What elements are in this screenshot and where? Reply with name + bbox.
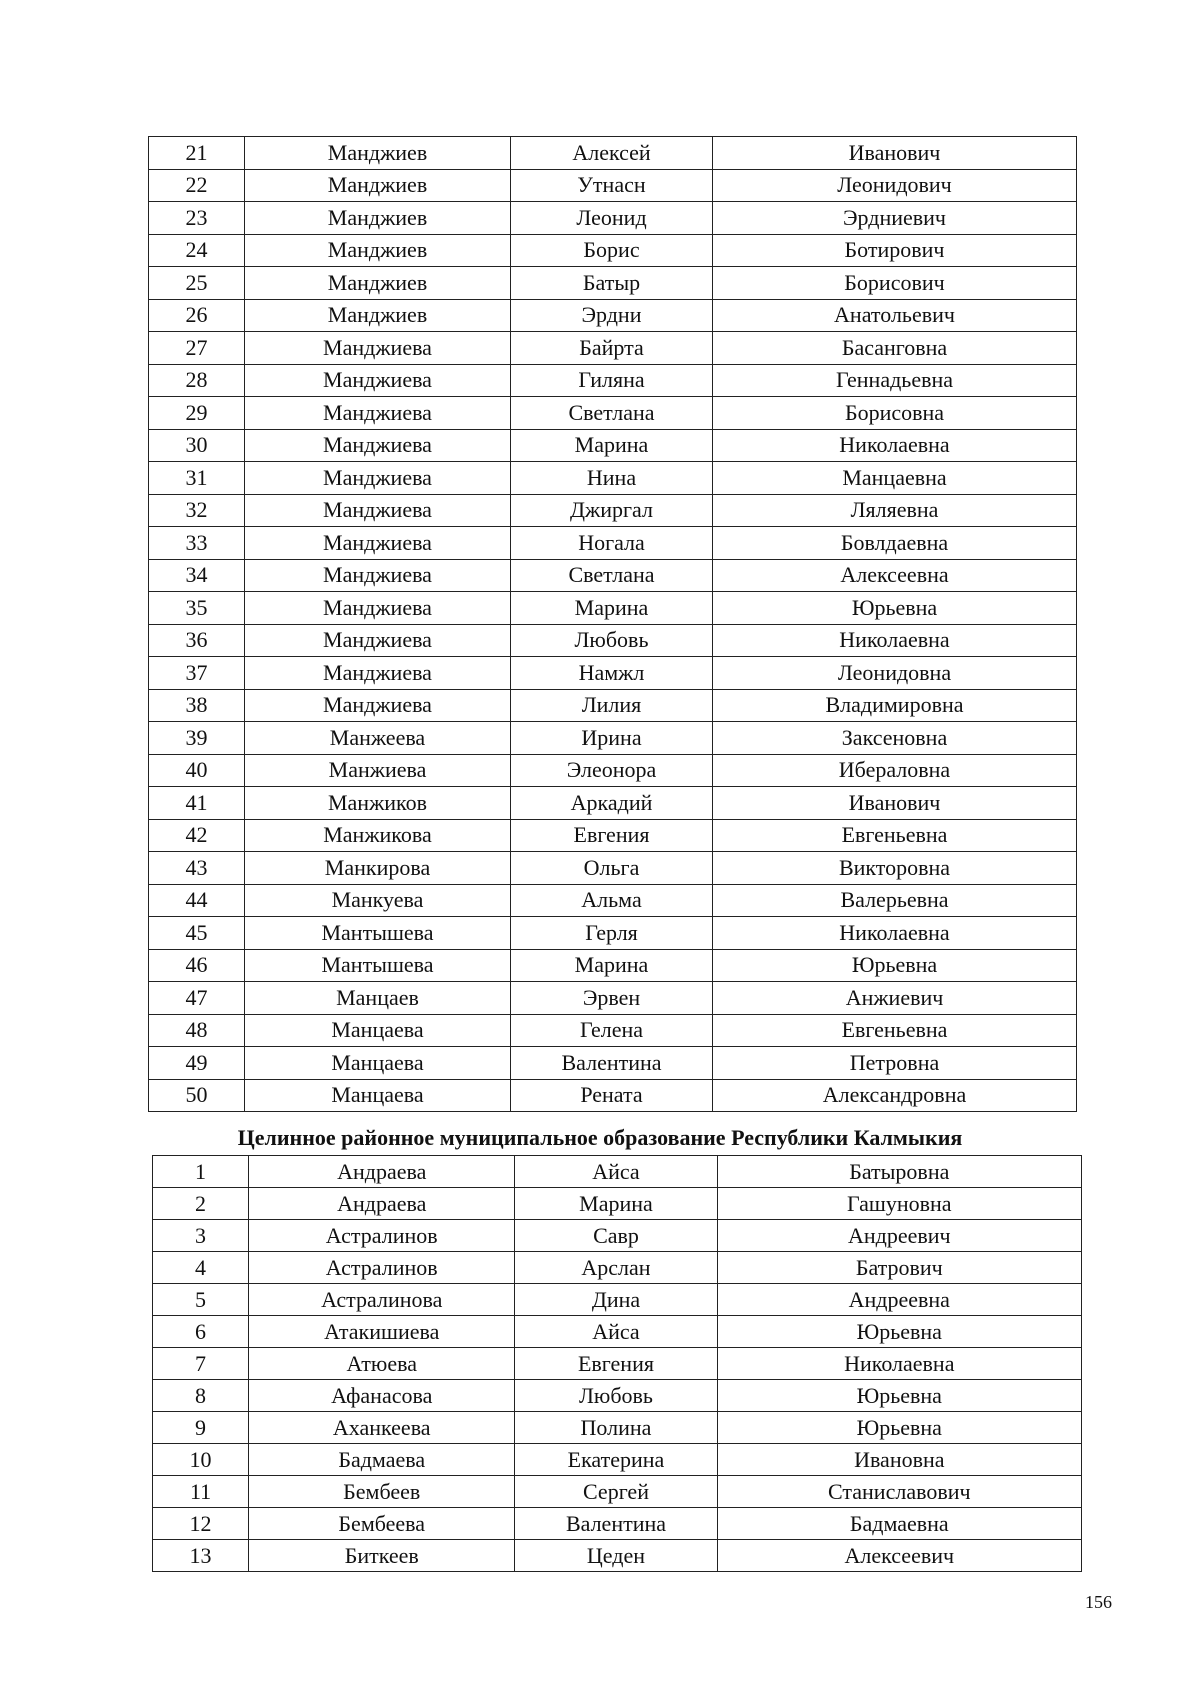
first-name-cell: Валентина [515,1508,717,1540]
last-name-cell: Андраева [249,1156,515,1188]
last-name-cell: Манкирова [245,852,511,885]
row-number-cell: 6 [153,1316,249,1348]
table-row [149,949,1077,982]
last-name-cell: Манджиева [245,494,511,527]
first-name-cell: Гелена [511,1014,713,1047]
table-row [149,917,1077,950]
table-row [149,137,1077,170]
patronymic-cell: Борисовна [713,397,1077,430]
table-row [149,1047,1077,1080]
first-name-cell: Евгения [515,1348,717,1380]
row-number-cell: 12 [153,1508,249,1540]
row-number-cell: 24 [149,234,245,267]
row-number-cell: 11 [153,1476,249,1508]
section-title: Целинное районное муниципальное образование Республики Калмыкия [237,1125,963,1150]
patronymic-cell: Гашуновна [717,1188,1081,1220]
last-name-cell: Манцаева [245,1014,511,1047]
patronymic-cell: Анжиевич [713,982,1077,1015]
patronymic-cell: Иванович [713,137,1077,170]
patronymic-cell: Ивановна [717,1444,1081,1476]
row-number-cell: 35 [149,592,245,625]
patronymic-cell: Станиславович [717,1476,1081,1508]
first-name-cell: Борис [511,234,713,267]
table-row [149,1079,1077,1112]
first-name-cell: Айса [515,1316,717,1348]
last-name-cell: Бадмаева [249,1444,515,1476]
row-number-cell: 25 [149,267,245,300]
patronymic-cell: Николаевна [717,1348,1081,1380]
row-number-cell: 31 [149,462,245,495]
table-row [153,1156,1082,1188]
first-name-cell: Валентина [511,1047,713,1080]
row-number-cell: 50 [149,1079,245,1112]
table-row [149,819,1077,852]
row-number-cell: 47 [149,982,245,1015]
first-name-cell: Лилия [511,689,713,722]
patronymic-cell: Андреевич [717,1220,1081,1252]
table-row [153,1444,1082,1476]
patronymic-cell: Батыровна [717,1156,1081,1188]
table-row [153,1508,1082,1540]
last-name-cell: Манцаева [245,1079,511,1112]
row-number-cell: 5 [153,1284,249,1316]
table-row [149,169,1077,202]
row-number-cell: 32 [149,494,245,527]
row-number-cell: 33 [149,527,245,560]
first-name-cell: Эрдни [511,299,713,332]
row-number-cell: 23 [149,202,245,235]
last-name-cell: Манджиев [245,202,511,235]
patronymic-cell: Юрьевна [717,1316,1081,1348]
table-row [149,722,1077,755]
row-number-cell: 39 [149,722,245,755]
patronymic-cell: Иванович [713,787,1077,820]
last-name-cell: Бембеев [249,1476,515,1508]
patronymic-cell: Андреевна [717,1284,1081,1316]
patronymic-cell: Манцаевна [713,462,1077,495]
last-name-cell: Манджиев [245,267,511,300]
patronymic-cell: Анатольевич [713,299,1077,332]
patronymic-cell: Николаевна [713,429,1077,462]
row-number-cell: 37 [149,657,245,690]
table-row [149,202,1077,235]
row-number-cell: 44 [149,884,245,917]
patronymic-cell: Леонидовна [713,657,1077,690]
table-row [149,299,1077,332]
first-name-cell: Цеден [515,1540,717,1572]
table-row [153,1252,1082,1284]
row-number-cell: 3 [153,1220,249,1252]
last-name-cell: Биткеев [249,1540,515,1572]
first-name-cell: Полина [515,1412,717,1444]
last-name-cell: Астралинов [249,1252,515,1284]
row-number-cell: 2 [153,1188,249,1220]
last-name-cell: Манджиева [245,624,511,657]
patronymic-cell: Батрович [717,1252,1081,1284]
table-row [149,364,1077,397]
row-number-cell: 45 [149,917,245,950]
last-name-cell: Афанасова [249,1380,515,1412]
row-number-cell: 41 [149,787,245,820]
table-row [149,332,1077,365]
first-name-cell: Гиляна [511,364,713,397]
first-name-cell: Ольга [511,852,713,885]
first-name-cell: Светлана [511,559,713,592]
patronymic-cell: Юрьевна [713,592,1077,625]
last-name-cell: Астралинова [249,1284,515,1316]
first-name-cell: Сергей [515,1476,717,1508]
last-name-cell: Манцаева [245,1047,511,1080]
first-name-cell: Нина [511,462,713,495]
row-number-cell: 46 [149,949,245,982]
row-number-cell: 22 [149,169,245,202]
patronymic-cell: Евгеньевна [713,819,1077,852]
last-name-cell: Атакишиева [249,1316,515,1348]
table-row [149,852,1077,885]
first-name-cell: Рената [511,1079,713,1112]
first-name-cell: Алексей [511,137,713,170]
row-number-cell: 42 [149,819,245,852]
last-name-cell: Манджиева [245,527,511,560]
last-name-cell: Манджиева [245,657,511,690]
first-name-cell: Герля [511,917,713,950]
page-number: 156 [1085,1592,1112,1612]
roster-table-1 [148,136,1077,1112]
row-number-cell: 27 [149,332,245,365]
last-name-cell: Аханкеева [249,1412,515,1444]
last-name-cell: Мантышева [245,949,511,982]
row-number-cell: 48 [149,1014,245,1047]
row-number-cell: 4 [153,1252,249,1284]
first-name-cell: Айса [515,1156,717,1188]
patronymic-cell: Заксеновна [713,722,1077,755]
first-name-cell: Екатерина [515,1444,717,1476]
table-row [149,982,1077,1015]
table-row [149,657,1077,690]
first-name-cell: Эрвен [511,982,713,1015]
row-number-cell: 7 [153,1348,249,1380]
patronymic-cell: Евгеньевна [713,1014,1077,1047]
first-name-cell: Ногала [511,527,713,560]
table-row [149,624,1077,657]
row-number-cell: 28 [149,364,245,397]
table-row [149,1014,1077,1047]
table-row [149,267,1077,300]
patronymic-cell: Николаевна [713,624,1077,657]
roster-table-2 [152,1155,1082,1572]
patronymic-cell: Бадмаевна [717,1508,1081,1540]
row-number-cell: 26 [149,299,245,332]
first-name-cell: Аркадий [511,787,713,820]
first-name-cell: Любовь [515,1380,717,1412]
first-name-cell: Ирина [511,722,713,755]
table-row [149,884,1077,917]
last-name-cell: Андраева [249,1188,515,1220]
first-name-cell: Марина [511,592,713,625]
patronymic-cell: Борисович [713,267,1077,300]
table-row [153,1380,1082,1412]
table-row [149,689,1077,722]
row-number-cell: 10 [153,1444,249,1476]
table-row [153,1476,1082,1508]
first-name-cell: Светлана [511,397,713,430]
table-row [153,1284,1082,1316]
table-row [153,1316,1082,1348]
last-name-cell: Бембеева [249,1508,515,1540]
first-name-cell: Савр [515,1220,717,1252]
first-name-cell: Леонид [511,202,713,235]
last-name-cell: Манджиев [245,169,511,202]
row-number-cell: 38 [149,689,245,722]
patronymic-cell: Алексеевич [717,1540,1081,1572]
last-name-cell: Манжикова [245,819,511,852]
last-name-cell: Мантышева [245,917,511,950]
patronymic-cell: Валерьевна [713,884,1077,917]
patronymic-cell: Ботирович [713,234,1077,267]
roster-table-2-body [153,1156,1082,1572]
first-name-cell: Марина [511,949,713,982]
last-name-cell: Манджиева [245,364,511,397]
row-number-cell: 40 [149,754,245,787]
table-row [149,559,1077,592]
patronymic-cell: Николаевна [713,917,1077,950]
first-name-cell: Дина [515,1284,717,1316]
first-name-cell: Евгения [511,819,713,852]
patronymic-cell: Леонидович [713,169,1077,202]
patronymic-cell: Александровна [713,1079,1077,1112]
table-row [149,527,1077,560]
row-number-cell: 49 [149,1047,245,1080]
table-row [149,429,1077,462]
patronymic-cell: Петровна [713,1047,1077,1080]
patronymic-cell: Юрьевна [717,1412,1081,1444]
table-row [153,1540,1082,1572]
last-name-cell: Манжеева [245,722,511,755]
row-number-cell: 43 [149,852,245,885]
last-name-cell: Манджиев [245,299,511,332]
table-row [149,787,1077,820]
table-row [153,1188,1082,1220]
row-number-cell: 13 [153,1540,249,1572]
first-name-cell: Батыр [511,267,713,300]
last-name-cell: Манджиева [245,332,511,365]
table-row [149,494,1077,527]
table-row [149,592,1077,625]
last-name-cell: Астралинов [249,1220,515,1252]
table-row [153,1220,1082,1252]
last-name-cell: Атюева [249,1348,515,1380]
table-row [149,462,1077,495]
row-number-cell: 8 [153,1380,249,1412]
patronymic-cell: Басанговна [713,332,1077,365]
row-number-cell: 1 [153,1156,249,1188]
last-name-cell: Манджиева [245,397,511,430]
last-name-cell: Манджиева [245,689,511,722]
last-name-cell: Манджиева [245,592,511,625]
last-name-cell: Манкуева [245,884,511,917]
patronymic-cell: Юрьевна [717,1380,1081,1412]
last-name-cell: Манджиева [245,429,511,462]
table-row [149,234,1077,267]
last-name-cell: Манджиева [245,462,511,495]
last-name-cell: Манцаев [245,982,511,1015]
row-number-cell: 30 [149,429,245,462]
first-name-cell: Утнасн [511,169,713,202]
first-name-cell: Байрта [511,332,713,365]
first-name-cell: Намжл [511,657,713,690]
row-number-cell: 29 [149,397,245,430]
last-name-cell: Манджиева [245,559,511,592]
row-number-cell: 21 [149,137,245,170]
first-name-cell: Марина [511,429,713,462]
patronymic-cell: Юрьевна [713,949,1077,982]
row-number-cell: 36 [149,624,245,657]
row-number-cell: 34 [149,559,245,592]
table-row [153,1412,1082,1444]
last-name-cell: Манджиев [245,137,511,170]
last-name-cell: Манжиков [245,787,511,820]
first-name-cell: Альма [511,884,713,917]
patronymic-cell: Владимировна [713,689,1077,722]
patronymic-cell: Викторовна [713,852,1077,885]
patronymic-cell: Геннадьевна [713,364,1077,397]
patronymic-cell: Бовлдаевна [713,527,1077,560]
table-row [149,754,1077,787]
first-name-cell: Джиргал [511,494,713,527]
first-name-cell: Элеонора [511,754,713,787]
roster-table-1-body [149,137,1077,1112]
patronymic-cell: Алексеевна [713,559,1077,592]
last-name-cell: Манжиева [245,754,511,787]
table-row [153,1348,1082,1380]
last-name-cell: Манджиев [245,234,511,267]
patronymic-cell: Ибераловна [713,754,1077,787]
table-row [149,397,1077,430]
patronymic-cell: Ляляевна [713,494,1077,527]
first-name-cell: Марина [515,1188,717,1220]
patronymic-cell: Эрдниевич [713,202,1077,235]
row-number-cell: 9 [153,1412,249,1444]
first-name-cell: Любовь [511,624,713,657]
first-name-cell: Арслан [515,1252,717,1284]
